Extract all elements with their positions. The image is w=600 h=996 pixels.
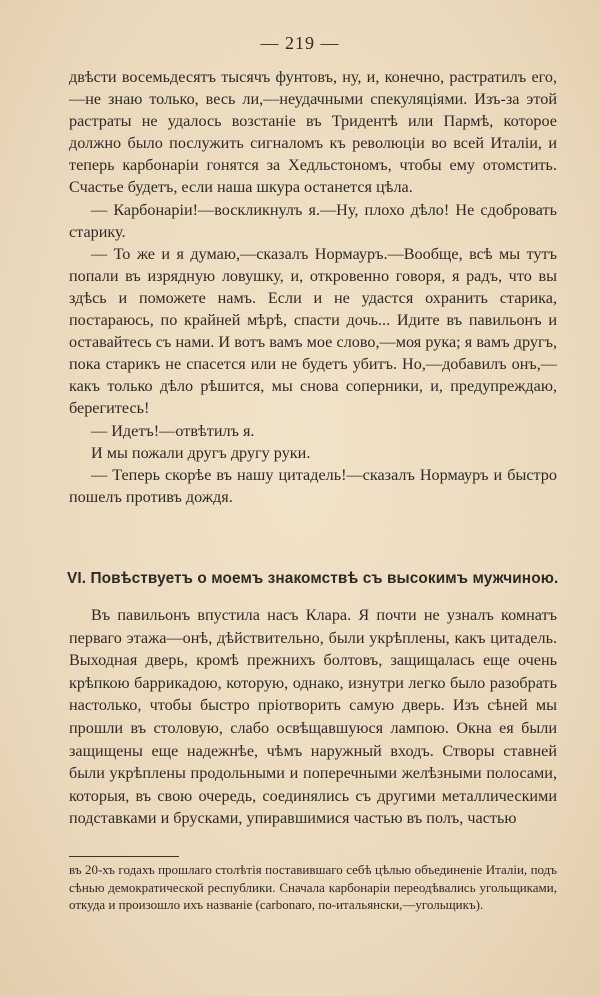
footnote — [69, 861, 557, 914]
body-text — [69, 66, 557, 508]
paragraph: И мы пожали другъ другу руки. — [91, 443, 311, 462]
paragraph: Въ павильонъ впустила насъ Клара. Я почти не узналъ комнатъ перваго этажа—онѣ, дѣйствительно, были укрѣплены, какъ цитадель. Выходная дверь, кромѣ прежнихъ болтовъ, защищалась еще очень крѣпкою баррикадою, которую, однако, изнутри легко было разобрать настолько, чтобы быстро пріотворить самую дверь. Изъ сѣней мы прошли въ столовую, слабо освѣщавшуюся лампою. Окна ея были защищены еще надежнѣе, чѣмъ наружный входъ. Створы ставней были укрѣплены продольными и поперечными желѣзными полосами, которыя, въ свою очередь, соединялись съ другими металлическими подставками и брусками, упиравшимися частью въ полъ, частью — [69, 606, 557, 828]
footnote-text: въ 20-хъ годахъ прошлаго столѣтія поставившаго себѣ цѣлью объединеніе Италіи, подъ сѣнью демократической республики. Сначала карбонаріи переодѣвались угольщиками, откуда и произошло ихъ названіе (carbonaro, по-итальянски,—угольщикъ). — [69, 862, 557, 913]
page-number: — 219 — — [260, 33, 340, 53]
chapter-heading: VI. Повѣствуетъ о моемъ знакомствѣ съ высокимъ мужчиною. — [67, 570, 559, 587]
paragraph: двѣсти восемьдесятъ тысячъ фунтовъ, ну, и, конечно, растратилъ его,—не знаю только, весь ли,—неудачными спекуляціями. Изъ-за этой растраты не удалось возстаніе въ Тридентѣ или Пармѣ, которое должно было послужить сигналомъ къ революціи во всей Италіи, и теперь карбонаріи гонятся за Хедльстономъ, чтобы ему отомстить. Счастье будетъ, если наша шкура останется цѣла. — [69, 68, 557, 197]
paragraph: — Карбонаріи!—воскликнулъ я.—Ну, плохо дѣло! Не сдобровать старику. — [69, 200, 557, 241]
paragraph: — То же и я думаю,—сказалъ Нормауръ.—Вообще, всѣ мы тутъ попали въ изрядную ловушку, и, откровенно говоря, я радъ, что вы здѣсь и поможете намъ. Если и не удастся охранить старика, постараюсь, по крайней мѣрѣ, спасти дочь... Идите въ павильонъ и оставайтесь съ нами. И вотъ вамъ мое слово,—моя рука; я вамъ другъ, пока старикъ не спасется или не будетъ убитъ. Но,—добавилъ онъ,—какъ только дѣло рѣшится, мы снова соперники, и, предупреждаю, берегитесь! — [69, 244, 557, 418]
footnote-divider — [69, 856, 179, 857]
paragraph: — Идетъ!—отвѣтилъ я. — [91, 421, 255, 440]
paragraph: — Теперь скорѣе въ нашу цитадель!—сказалъ Нормауръ и быстро пошелъ противъ дождя. — [69, 465, 557, 506]
chapter-text — [69, 604, 557, 830]
